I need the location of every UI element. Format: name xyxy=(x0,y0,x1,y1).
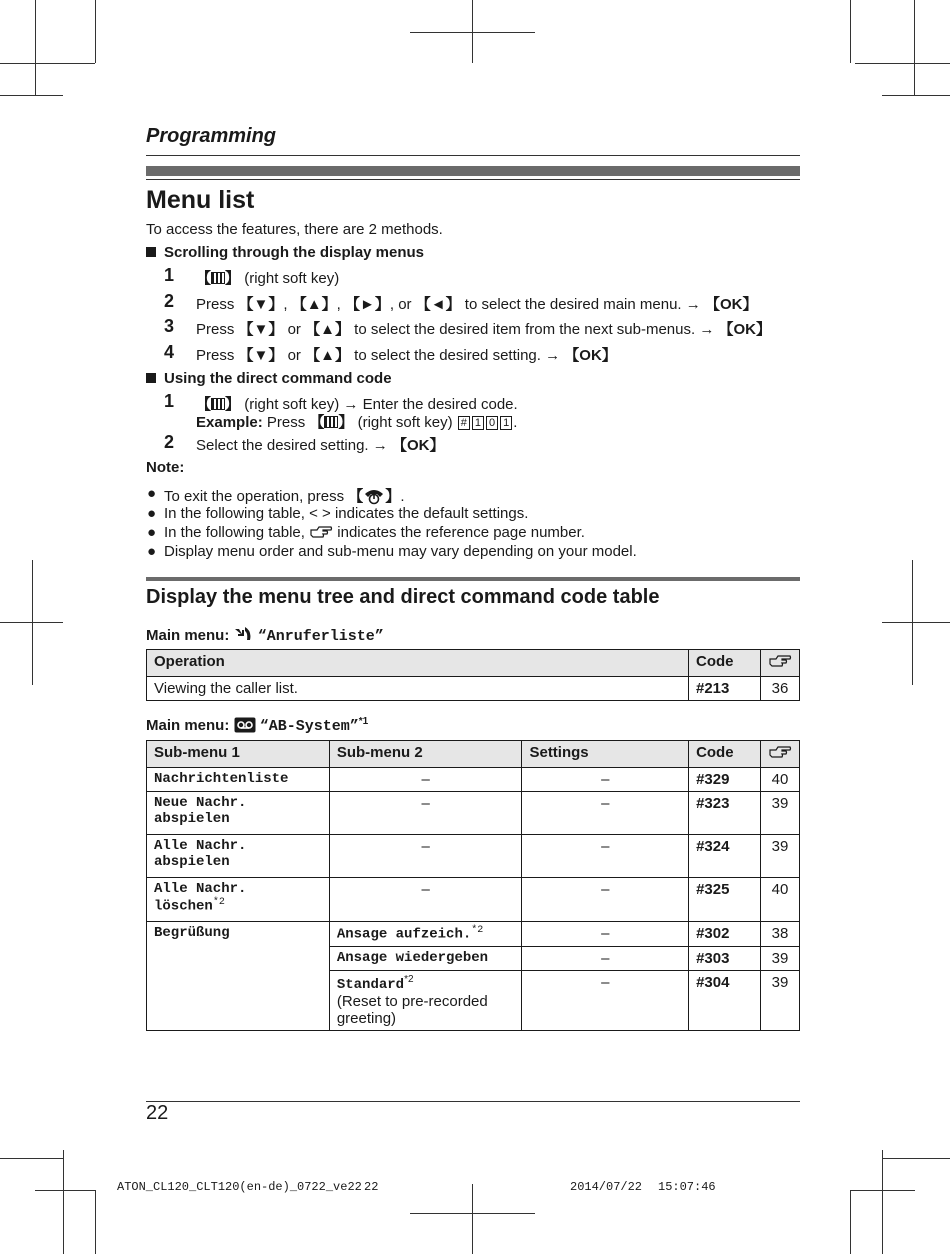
tree-title: Display the menu tree and direct command code table xyxy=(146,586,660,608)
note-item: Display menu order and sub-menu may vary depending on your model. xyxy=(164,543,637,560)
title-rule xyxy=(146,179,800,180)
settings-cell: – xyxy=(522,835,689,878)
code-cell: #325 xyxy=(689,878,761,922)
page-cell: 38 xyxy=(760,922,799,947)
main-menu-label: Main menu: “Anruferliste” xyxy=(146,627,384,645)
page-cell: 40 xyxy=(760,768,799,792)
page-cell: 39 xyxy=(760,835,799,878)
page-title: Menu list xyxy=(146,186,255,214)
table-row xyxy=(147,922,800,947)
bullet-icon: ● xyxy=(147,505,157,522)
key-1: 1 xyxy=(472,416,484,430)
submenu2-cell: – xyxy=(329,878,522,922)
page-cell: 40 xyxy=(760,878,799,922)
column-header: Code xyxy=(689,741,761,768)
arrow-icon: → xyxy=(343,396,359,413)
page-cell: 39 xyxy=(760,792,799,835)
footer-rule xyxy=(146,1101,800,1102)
submenu2-cell: Ansage aufzeich.$^{*2}$ xyxy=(329,922,522,947)
table-row xyxy=(147,768,800,792)
submenu2-cell: Ansage wiedergeben xyxy=(329,946,522,970)
code-cell: #213 xyxy=(689,677,761,701)
bullet-icon: ● xyxy=(147,485,157,502)
code-cell: #329 xyxy=(689,768,761,792)
settings-cell: – xyxy=(522,946,689,970)
column-header: Code xyxy=(689,650,761,677)
step-text: Select the desired setting. → 【OK】 xyxy=(196,437,445,454)
bullet-icon: ● xyxy=(147,543,157,560)
footer-date: 2014/07/22 xyxy=(570,1180,643,1194)
pointing-hand-icon xyxy=(768,744,792,760)
submenu2-cell: – xyxy=(329,768,522,792)
operation-cell: Viewing the caller list. xyxy=(147,677,689,701)
footer-filename: ATON_CL120_CLT120(en-de)_0722_ve22 xyxy=(117,1180,362,1194)
method-heading: Scrolling through the display menus xyxy=(146,244,424,261)
table-row xyxy=(147,792,800,835)
submenu2-cell: – xyxy=(329,835,522,878)
submenu2-cell: Standard$^{*2}$ (Reset to pre-recorded greeting) xyxy=(329,970,522,1030)
example-text: Example: Press 【 】 (right soft key) # 1 0 1 . xyxy=(196,414,518,431)
submenu1-cell: Alle Nachr. löschen$^{*2}$ xyxy=(147,878,330,922)
submenu1-cell: Nachrichtenliste xyxy=(147,768,330,792)
step-text: Press 【▼】 or 【▲】 to select the desired setting. → 【OK】 xyxy=(196,347,617,364)
main-menu-label: Main menu: “AB-System”$^{*1}$ xyxy=(146,716,369,735)
step-number: 1 xyxy=(164,265,175,285)
key-0: 0 xyxy=(486,416,498,430)
table-row xyxy=(147,835,800,878)
step-number: 3 xyxy=(164,316,175,336)
column-header: Operation xyxy=(147,650,689,677)
settings-cell: – xyxy=(522,792,689,835)
step-number: 4 xyxy=(164,342,175,362)
square-bullet-icon xyxy=(146,373,156,383)
column-header xyxy=(760,741,799,768)
caller-list-icon xyxy=(234,625,254,643)
column-header: Settings xyxy=(522,741,689,768)
caller-list-table xyxy=(146,649,800,701)
pointing-hand-icon xyxy=(768,653,792,669)
key-hash: # xyxy=(458,416,470,430)
off-hook-icon xyxy=(363,487,385,505)
square-bullet-icon xyxy=(146,247,156,257)
note-label: Note: xyxy=(146,459,185,476)
code-cell: #302 xyxy=(689,922,761,947)
code-cell: #324 xyxy=(689,835,761,878)
column-header xyxy=(761,650,800,677)
settings-cell: – xyxy=(522,768,689,792)
note-item: In the following table, indicates the reference page number. xyxy=(164,524,585,541)
submenu1-cell: Neue Nachr. abspielen xyxy=(147,792,330,835)
table-row xyxy=(147,677,800,701)
submenu2-cell: – xyxy=(329,792,522,835)
arrow-icon: → xyxy=(699,321,715,338)
note-item: In the following table, < > indicates the default settings. xyxy=(164,505,529,522)
answering-system-table xyxy=(146,740,800,1031)
title-bar xyxy=(146,166,800,176)
step-number: 2 xyxy=(164,291,175,311)
soft-key-icon xyxy=(211,398,225,410)
settings-cell: – xyxy=(522,922,689,947)
arrow-icon: → xyxy=(372,437,388,454)
page-cell: 39 xyxy=(760,946,799,970)
footer-time: 15:07:46 xyxy=(658,1180,716,1194)
code-cell: #303 xyxy=(689,946,761,970)
settings-cell: – xyxy=(522,970,689,1030)
step-number: 1 xyxy=(164,391,175,411)
step-number: 2 xyxy=(164,432,175,452)
section-bar xyxy=(146,577,800,581)
soft-key-icon xyxy=(211,272,225,284)
step-text: Press 【▼】, 【▲】, 【►】, or 【◄】 to select the desired main menu. → 【OK】 xyxy=(196,296,758,313)
page-number: 22 xyxy=(146,1102,169,1124)
page-cell: 39 xyxy=(760,970,799,1030)
soft-key-icon xyxy=(324,416,338,428)
submenu1-cell: Alle Nachr. abspielen xyxy=(147,835,330,878)
section-header: Programming xyxy=(146,125,277,147)
arrow-icon: → xyxy=(685,296,701,313)
pointing-hand-icon xyxy=(309,524,333,540)
intro-text: To access the features, there are 2 methods. xyxy=(146,221,443,238)
step-text: 【 】 (right soft key) xyxy=(196,270,340,287)
method-heading: Using the direct command code xyxy=(146,370,392,387)
code-cell: #323 xyxy=(689,792,761,835)
bullet-icon: ● xyxy=(147,524,157,541)
submenu1-cell: Begrüßung xyxy=(147,922,330,1031)
settings-cell: – xyxy=(522,878,689,922)
step-text: 【 】 (right soft key) → Enter the desired code. xyxy=(196,396,518,413)
column-header: Sub-menu 2 xyxy=(329,741,522,768)
header-rule xyxy=(146,155,800,156)
column-header: Sub-menu 1 xyxy=(147,741,330,768)
table-row xyxy=(147,878,800,922)
page-cell: 36 xyxy=(761,677,800,701)
code-cell: #304 xyxy=(689,970,761,1030)
note-item: To exit the operation, press 【 】. xyxy=(164,488,405,505)
answering-machine-icon xyxy=(234,717,256,733)
footer-file-page: 22 xyxy=(364,1180,379,1194)
arrow-icon: → xyxy=(545,347,561,364)
key-1: 1 xyxy=(500,416,512,430)
step-text: Press 【▼】 or 【▲】 to select the desired item from the next sub-menus. → 【OK】 xyxy=(196,321,772,338)
